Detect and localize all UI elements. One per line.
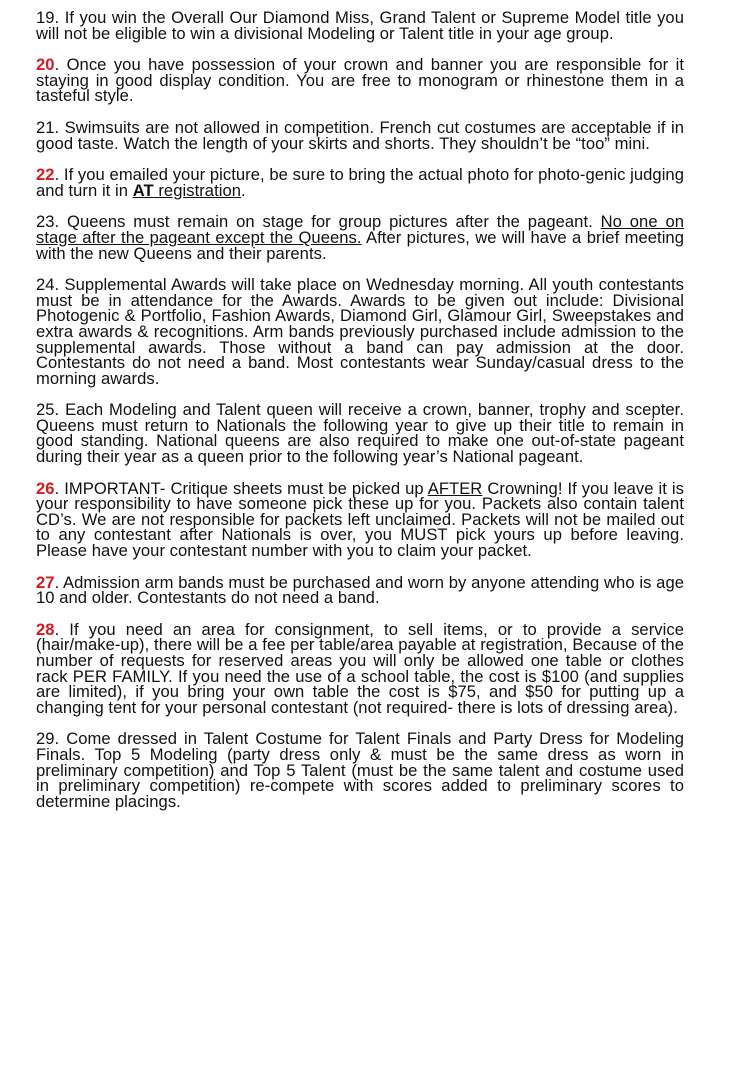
rule-number: 29. — [36, 729, 60, 749]
rule-number: 25. — [36, 400, 60, 420]
rules-document — [36, 10, 684, 825]
rule-text-end: . — [241, 180, 246, 200]
rule-number: 21. — [36, 117, 60, 137]
rule-number: 19. — [36, 8, 60, 27]
rule-text: . Admission arm bands must be purchased and worn by anyone attending who is age 10 and older. Contestants do not need a band. — [36, 572, 684, 608]
rule-21 — [36, 117, 684, 153]
emphasis-registration: registration — [153, 180, 242, 200]
emphasis-at: AT — [132, 180, 154, 200]
rule-28 — [36, 619, 684, 717]
rule-number: 23. — [36, 212, 60, 232]
rule-text: Each Modeling and Talent queen will receive a crown, banner, trophy and scepter. Queens must return to Nationals the following year to give up their title to remain in good standing. National queens are also required to make one out-of-state pageant during their year as a queen prior to the following year’s National pageant. — [36, 400, 684, 467]
rule-text: If you win the Overall Our Diamond Miss, Grand Talent or Supreme Model title you will not be eligible to win a divisional Modeling or Talent title in your age group. — [36, 8, 684, 43]
rule-text: Come dressed in Talent Costume for Talent Finals and Party Dress for Modeling Finals. Top 5 Modeling (party dress only & must be the same dress as worn in preliminary competition) and Top 5 Talent (must be the same talent and costume used in preliminary competition) re-compete with scores added to preliminary scores to determine placings. — [36, 729, 684, 811]
rule-number: 22 — [36, 165, 55, 185]
rule-text: Supplemental Awards will take place on Wednesday morning. All youth contestants must be in attendance for the Awards. Awards to be given out include: Divisional Photogenic & Portfolio, Fashion Awards, Diamond Girl, Glamour Girl, Sweepstakes and extra awards & recognitions. Arm bands previously purchased include admission to the supplemental awards. Those without a band can pay admission at the door. Contestants do not need a band. Most contestants wear Sunday/casual dress to the morning awards. — [36, 275, 684, 388]
rule-text: . If you need an area for consignment, to sell items, or to provide a service (hair/make-up), there will be a fee per table/area payable at registration, Because of the number of requests for reserved areas you will only be allowed one table or clothes rack PER FAMILY. If you need the use of a school table, the cost is $100 (and supplies are limited), if you bring your own table the cost is $75, and $50 for putting up a changing tent for your personal contestant (not required- there is lots of dressing area). — [36, 619, 684, 717]
emphasis-no-one-on-stage: No one on stage after the pageant except the Queens. — [36, 212, 685, 247]
rule-26 — [36, 478, 684, 561]
rule-number: 28 — [36, 619, 55, 639]
rule-text: . Once you have possession of your crown and banner you are responsible for it staying in good display condition. You are free to monogram or rhinestone them in a tasteful style. — [36, 55, 684, 106]
rule-number: 26 — [36, 478, 55, 498]
rule-19 — [36, 10, 684, 41]
rule-20 — [36, 57, 684, 104]
rule-27 — [36, 572, 684, 608]
rule-text: Swimsuits are not allowed in competition. French cut costumes are acceptable if in good taste. Watch the length of your skirts and shorts. They shouldn’t be “too” mini. — [36, 117, 684, 153]
rule-text: . If you emailed your picture, be sure to bring the actual photo for photo-genic judging and turn it in — [36, 165, 684, 200]
rule-24 — [36, 277, 684, 386]
rule-number: 20 — [36, 55, 55, 75]
rule-text-end: After pictures, we will have a brief meeting with the new Queens and their parents. — [36, 227, 684, 263]
rule-text: Queens must remain on stage for group pictures after the pageant. — [59, 212, 601, 232]
rule-29 — [36, 731, 684, 809]
rule-text: . IMPORTANT- Critique sheets must be picked up — [54, 478, 428, 498]
rule-number: 24. — [36, 275, 60, 295]
rule-22 — [36, 167, 684, 198]
rule-number: 27 — [36, 572, 55, 592]
emphasis-after: AFTER — [427, 478, 483, 498]
rule-25 — [36, 400, 684, 467]
rule-23 — [36, 214, 684, 261]
rule-text-end: Crowning! If you leave it is your responsibility to have someone pick these up for you. Packets also contain talent CD’s. We are not responsible for packets left unclaimed. Packets will not be mailed out to any contestant after Nationals is over, you MUST pick yours up before leaving. Please have your contestant number with you to claim your packet. — [36, 478, 684, 561]
